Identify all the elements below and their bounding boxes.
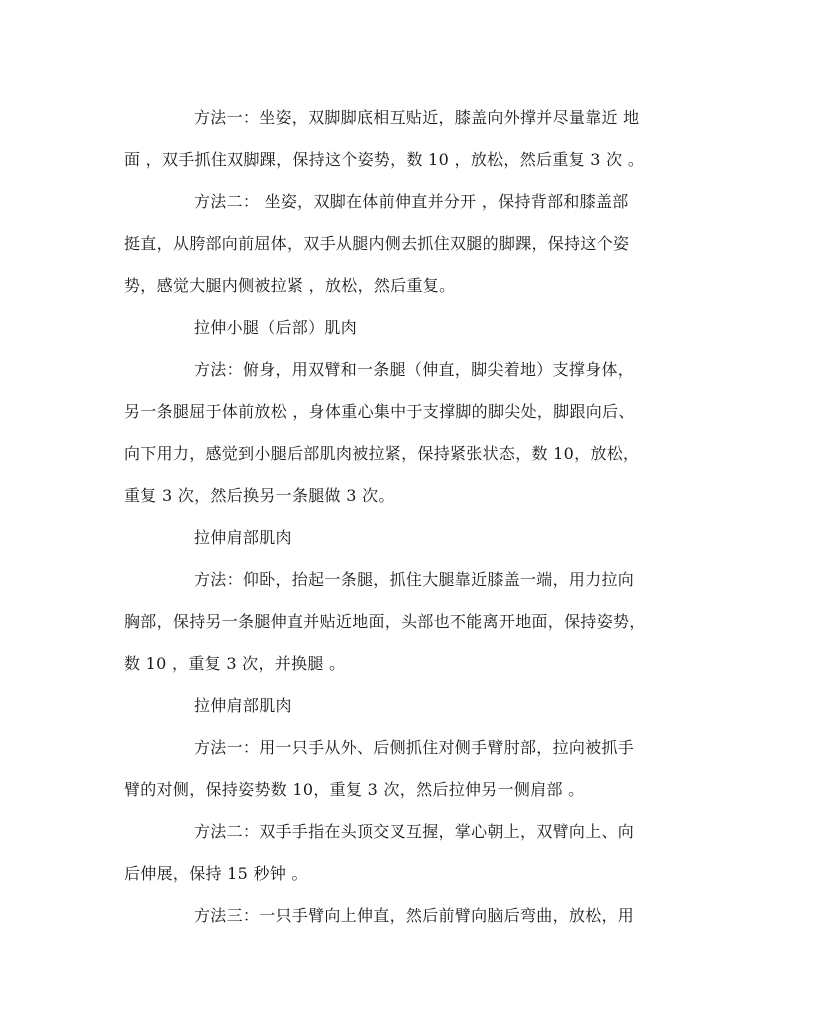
paragraph-line: 方法二： 坐姿，双脚在体前伸直并分开 ，保持背部和膝盖部 (194, 192, 629, 211)
paragraph-line: 方法三：一只手臂向上伸直，然后前臂向脑后弯曲，放松，用 (194, 906, 635, 925)
paragraph-line: 方法：仰卧，抬起一条腿，抓住大腿靠近膝盖一端，用力拉向 (194, 570, 635, 589)
paragraph-line: 向下用力，感觉到小腿后部肌肉被拉紧，保持紧张状态，数 10，放松， (124, 444, 640, 463)
paragraph-line: 胸部，保持另一条腿伸直并贴近地面，头部也不能离开地面，保持姿势， (124, 612, 646, 631)
paragraph-line: 挺直，从胯部向前屈体，双手从腿内侧去抓住双腿的脚踝，保持这个姿 (124, 234, 630, 253)
paragraph-line: 势，感觉大腿内侧被拉紧 ，放松，然后重复。 (124, 276, 456, 295)
paragraph-line: 方法二：双手手指在头顶交叉互握，掌心朝上，双臂向上、向 (194, 822, 635, 841)
section-heading: 拉伸小腿（后部）肌肉 (194, 318, 358, 337)
paragraph-line: 方法一：坐姿，双脚脚底相互贴近，膝盖向外撑并尽量靠近 地 (194, 108, 640, 127)
section-heading: 拉伸肩部肌肉 (194, 528, 292, 547)
paragraph-line: 臂的对侧，保持姿势数 10，重复 3 次，然后拉伸另一侧肩部 。 (124, 780, 585, 799)
paragraph-line: 后伸展，保持 15 秒钟 。 (124, 864, 308, 883)
paragraph-line: 面 ，双手抓住双脚踝，保持这个姿势，数 10 ，放松，然后重复 3 次 。 (124, 150, 645, 169)
paragraph-line: 另一条腿屈于体前放松 ，身体重心集中于支撑脚的脚尖处，脚跟向后、 (124, 402, 635, 421)
paragraph-line: 方法：俯身，用双臂和一条腿（伸直，脚尖着地）支撑身体， (194, 360, 635, 379)
paragraph-line: 数 10 ，重复 3 次，并换腿 。 (124, 654, 346, 673)
section-heading: 拉伸肩部肌肉 (194, 696, 292, 715)
paragraph-line: 重复 3 次，然后换另一条腿做 3 次。 (124, 486, 395, 505)
paragraph-line: 方法一：用一只手从外、后侧抓住对侧手臂肘部，拉向被抓手 (194, 738, 635, 757)
